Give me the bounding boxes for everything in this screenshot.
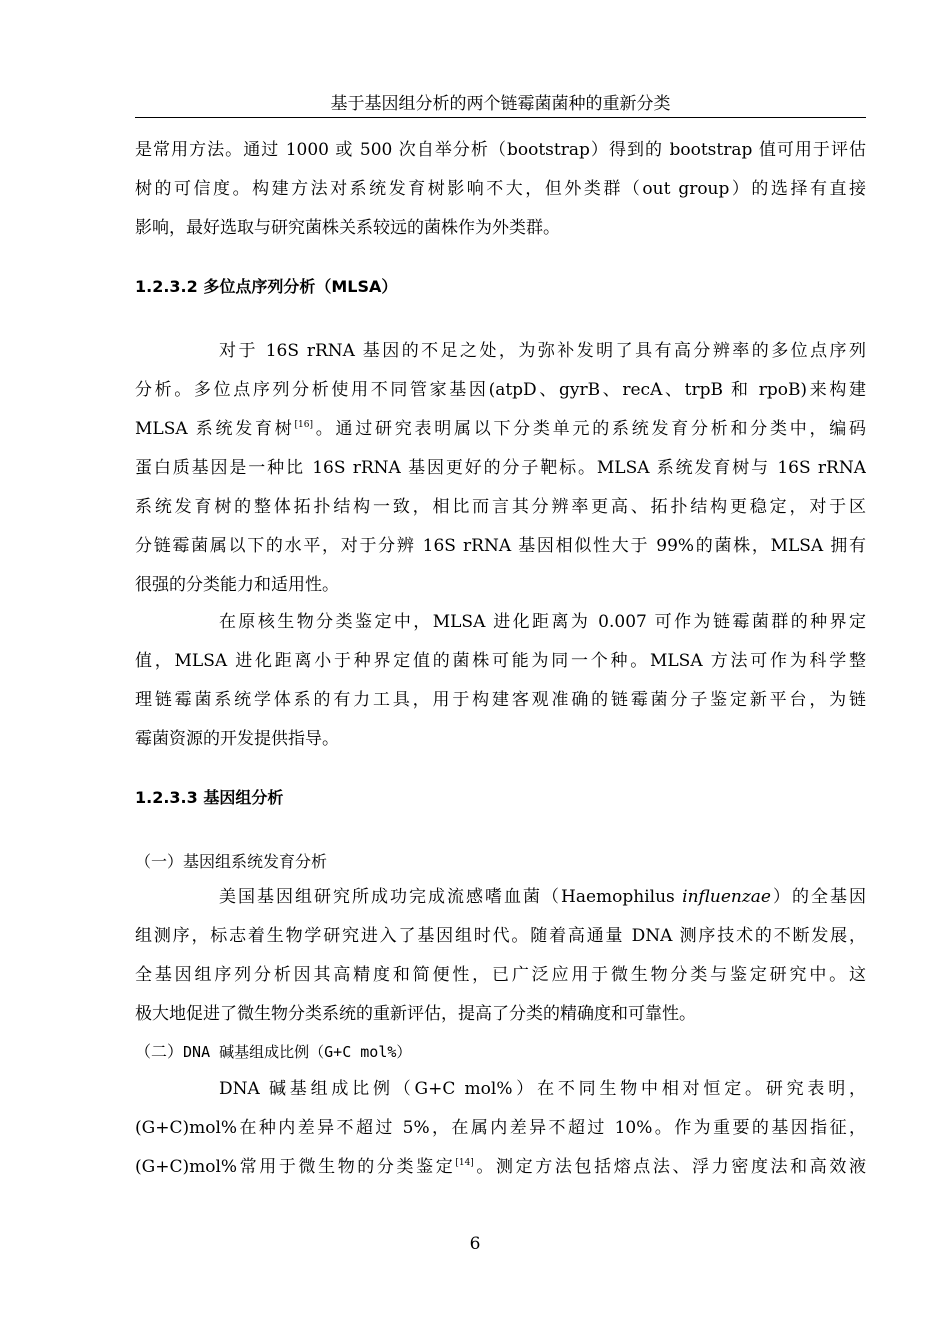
text-span: MLSA 系统发育树 xyxy=(135,419,295,439)
paragraph-line: 系统发育树的整体拓扑结构一致，相比而言其分辨率更高、拓扑结构更稳定，对于区 xyxy=(135,497,866,517)
running-header: 基于基因组分析的两个链霉菌菌种的重新分类 xyxy=(135,91,866,118)
text-span: 。通过研究表明属以下分类单元的系统发育分析和分类中，编码 xyxy=(313,419,866,439)
section-heading-genome: 1.2.3.3 基因组分析 xyxy=(135,788,284,807)
subsection-heading-phylogeny: （一）基因组系统发育分析 xyxy=(135,852,328,871)
paragraph-line: 霉菌资源的开发提供指导。 xyxy=(135,729,339,749)
paragraph-line: 值，MLSA 进化距离小于种界定值的菌株可能为同一个种。MLSA 方法可作为科学整 xyxy=(135,651,866,671)
paragraph-line: 极大地促进了微生物分类系统的重新评估，提高了分类的精确度和可靠性。 xyxy=(135,1004,696,1024)
paragraph-line: 树的可信度。构建方法对系统发育树影响不大，但外类群（out group）的选择有直接 xyxy=(135,179,866,199)
paragraph-line: 蛋白质基因是一种比 16S rRNA 基因更好的分子靶标。MLSA 系统发育树与 16S rRNA xyxy=(135,458,866,478)
paragraph-line: 理链霉菌系统学体系的有力工具，用于构建客观准确的链霉菌分子鉴定新平台，为链 xyxy=(135,690,866,710)
paragraph-line xyxy=(135,418,866,440)
paragraph-line: 分链霉菌属以下的水平，对于分辨 16S rRNA 基因相似性大于 99%的菌株，MLSA 拥有 xyxy=(135,536,866,556)
paragraph-line: 是常用方法。通过 1000 或 500 次自举分析（bootstrap）得到的 bootstrap 值可用于评估 xyxy=(135,140,866,160)
paragraph-line: (G+C)mol%在种内差异不超过 5%，在属内差异不超过 10%。作为重要的基因指征， xyxy=(135,1118,866,1138)
page-number: 6 xyxy=(469,1234,481,1254)
paragraph-line: 很强的分类能力和适用性。 xyxy=(135,575,339,595)
paragraph-line: 全基因组序列分析因其高精度和简便性，已广泛应用于微生物分类与鉴定研究中。这 xyxy=(135,965,866,985)
text-span: 。测定方法包括熔点法、浮力密度法和高效液 xyxy=(473,1157,866,1177)
paragraph-line: 组测序，标志着生物学研究进入了基因组时代。随着高通量 DNA 测序技术的不断发展， xyxy=(135,926,866,946)
subsection-heading-gc xyxy=(135,1041,411,1063)
text-span: DNA 碱基组成比例（G+C mol%） xyxy=(183,1043,412,1061)
text-span: 美国基因组研究所成功完成流感嗜血菌（Haemophilus xyxy=(219,887,683,907)
text-span: (G+C)mol%常用于微生物的分类鉴定 xyxy=(135,1157,456,1177)
text-span: （二） xyxy=(135,1042,184,1061)
paragraph-line: 对于 16S rRNA 基因的不足之处，为弥补发明了具有高分辨率的多位点序列 xyxy=(219,341,866,361)
citation-ref: [14] xyxy=(455,1158,474,1168)
text-span: ）的全基因 xyxy=(771,887,866,907)
species-name-italic: influenzae xyxy=(682,887,771,907)
citation-ref: [16] xyxy=(294,420,314,430)
paragraph-line: DNA 碱基组成比例（G+C mol%）在不同生物中相对恒定。研究表明， xyxy=(219,1079,866,1099)
paragraph-line xyxy=(135,886,866,908)
paragraph-line: 影响，最好选取与研究菌株关系较远的菌株作为外类群。 xyxy=(135,218,560,238)
section-heading-mlsa: 1.2.3.2 多位点序列分析（MLSA） xyxy=(135,277,398,296)
paragraph-line: 在原核生物分类鉴定中，MLSA 进化距离为 0.007 可作为链霉菌群的种界定 xyxy=(219,612,866,632)
paragraph-line: 分析。多位点序列分析使用不同管家基因(atpD、gyrB、recA、trpB 和 rpoB)来构建 xyxy=(135,380,866,400)
paragraph-line xyxy=(135,1156,866,1178)
